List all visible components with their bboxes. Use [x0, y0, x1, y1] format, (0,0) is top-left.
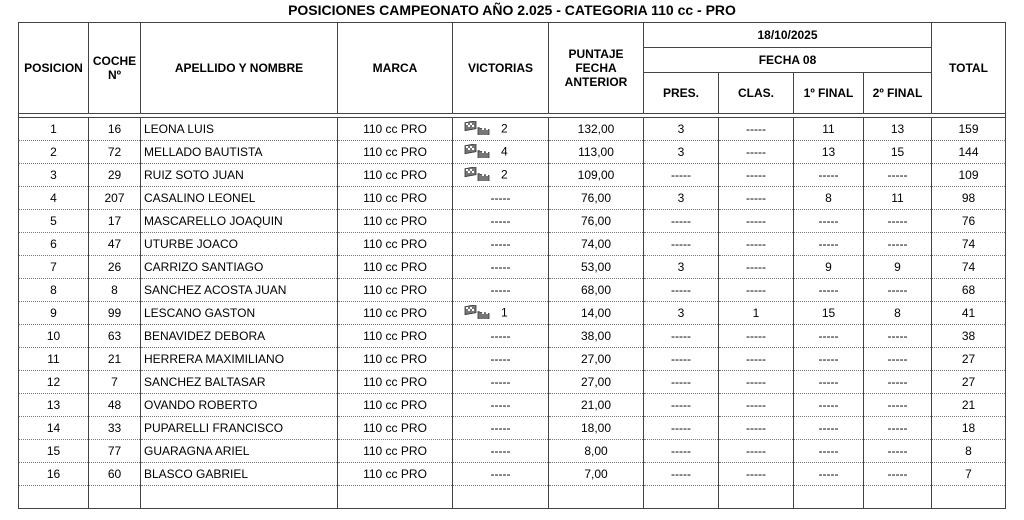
- cell-nombre: UTURBE JOACO: [141, 233, 338, 256]
- cell-marca: 110 cc PRO: [338, 440, 453, 463]
- table-row: [19, 463, 1006, 486]
- cell-final1: -----: [794, 440, 864, 463]
- cell-nombre: GUARAGNA ARIEL: [141, 440, 338, 463]
- cell-marca: 110 cc PRO: [338, 371, 453, 394]
- cell-coche: 63: [89, 325, 141, 348]
- cell-final2: -----: [864, 279, 932, 302]
- cell-victorias: [453, 141, 549, 164]
- cell-pres: -----: [644, 325, 719, 348]
- cell-puntaje: 18,00: [549, 417, 644, 440]
- cell-victorias: -----: [453, 394, 549, 417]
- cell-pres: -----: [644, 164, 719, 187]
- cell-clas: -----: [719, 164, 794, 187]
- header-coche: COCHE Nº: [89, 23, 141, 114]
- header-pres: PRES.: [644, 72, 719, 113]
- cell-nombre: MELLADO BAUTISTA: [141, 141, 338, 164]
- cell-total: 21: [932, 394, 1006, 417]
- cell-coche: 72: [89, 141, 141, 164]
- table-row: [19, 210, 1006, 233]
- cell-posicion: 15: [19, 440, 89, 463]
- cell-final1: -----: [794, 279, 864, 302]
- cell-nombre: HERRERA MAXIMILIANO: [141, 348, 338, 371]
- cell-posicion: 2: [19, 141, 89, 164]
- cell-puntaje: 27,00: [549, 348, 644, 371]
- checkered-flag-icon: [463, 305, 493, 322]
- cell-victorias: [453, 302, 549, 325]
- cell-clas: -----: [719, 325, 794, 348]
- cell-clas: -----: [719, 463, 794, 486]
- cell-puntaje: 68,00: [549, 279, 644, 302]
- cell-puntaje: 53,00: [549, 256, 644, 279]
- table-row: [19, 348, 1006, 371]
- cell-clas: -----: [719, 187, 794, 210]
- cell-clas: -----: [719, 394, 794, 417]
- cell-final1: -----: [794, 371, 864, 394]
- table-row: [19, 141, 1006, 164]
- cell-victorias: -----: [453, 440, 549, 463]
- cell-coche: 207: [89, 187, 141, 210]
- cell-marca: 110 cc PRO: [338, 325, 453, 348]
- cell-coche: 33: [89, 417, 141, 440]
- empty-cell: [864, 486, 932, 509]
- cell-posicion: 6: [19, 233, 89, 256]
- cell-clas: -----: [719, 417, 794, 440]
- cell-pres: 3: [644, 256, 719, 279]
- victorias-count: 1: [501, 305, 508, 320]
- cell-posicion: 5: [19, 210, 89, 233]
- cell-nombre: BENAVIDEZ DEBORA: [141, 325, 338, 348]
- cell-clas: -----: [719, 210, 794, 233]
- header-clas: CLAS.: [719, 72, 794, 113]
- cell-puntaje: 76,00: [549, 210, 644, 233]
- cell-final2: 11: [864, 187, 932, 210]
- cell-total: 68: [932, 279, 1006, 302]
- cell-coche: 7: [89, 371, 141, 394]
- header-final1: 1º FINAL: [794, 72, 864, 113]
- cell-nombre: RUIZ SOTO JUAN: [141, 164, 338, 187]
- cell-posicion: 13: [19, 394, 89, 417]
- cell-pres: -----: [644, 463, 719, 486]
- cell-final2: -----: [864, 394, 932, 417]
- cell-marca: 110 cc PRO: [338, 164, 453, 187]
- cell-final2: -----: [864, 348, 932, 371]
- cell-pres: -----: [644, 210, 719, 233]
- cell-final2: -----: [864, 417, 932, 440]
- cell-clas: 1: [719, 302, 794, 325]
- cell-posicion: 10: [19, 325, 89, 348]
- cell-clas: -----: [719, 440, 794, 463]
- cell-marca: 110 cc PRO: [338, 279, 453, 302]
- cell-victorias: -----: [453, 256, 549, 279]
- cell-nombre: LESCANO GASTON: [141, 302, 338, 325]
- cell-final2: -----: [864, 210, 932, 233]
- cell-total: 38: [932, 325, 1006, 348]
- cell-final1: 13: [794, 141, 864, 164]
- cell-marca: 110 cc PRO: [338, 210, 453, 233]
- empty-cell: [338, 486, 453, 509]
- empty-cell: [453, 486, 549, 509]
- cell-clas: -----: [719, 279, 794, 302]
- header-puntaje: PUNTAJE FECHA ANTERIOR: [549, 23, 644, 114]
- table-row: [19, 164, 1006, 187]
- header-date: 18/10/2025: [644, 23, 932, 48]
- cell-total: 159: [932, 118, 1006, 141]
- empty-cell: [549, 486, 644, 509]
- cell-final1: -----: [794, 233, 864, 256]
- empty-cell: [932, 486, 1006, 509]
- cell-puntaje: 21,00: [549, 394, 644, 417]
- table-row: [19, 256, 1006, 279]
- header-marca: MARCA: [338, 23, 453, 114]
- cell-coche: 8: [89, 279, 141, 302]
- standings-table: [18, 22, 1006, 509]
- cell-total: 27: [932, 371, 1006, 394]
- cell-marca: 110 cc PRO: [338, 256, 453, 279]
- cell-posicion: 8: [19, 279, 89, 302]
- cell-coche: 16: [89, 118, 141, 141]
- cell-marca: 110 cc PRO: [338, 118, 453, 141]
- victorias-count: 4: [501, 144, 508, 159]
- table-row: [19, 371, 1006, 394]
- cell-total: 98: [932, 187, 1006, 210]
- cell-final2: -----: [864, 164, 932, 187]
- cell-nombre: MASCARELLO JOAQUIN: [141, 210, 338, 233]
- cell-puntaje: 8,00: [549, 440, 644, 463]
- cell-marca: 110 cc PRO: [338, 463, 453, 486]
- cell-puntaje: 109,00: [549, 164, 644, 187]
- cell-pres: -----: [644, 417, 719, 440]
- cell-final1: 8: [794, 187, 864, 210]
- cell-pres: -----: [644, 440, 719, 463]
- header-nombre: APELLIDO Y NOMBRE: [141, 23, 338, 114]
- cell-victorias: [453, 118, 549, 141]
- cell-pres: 3: [644, 141, 719, 164]
- standings-body: [19, 118, 1006, 509]
- cell-final2: -----: [864, 463, 932, 486]
- cell-final2: 8: [864, 302, 932, 325]
- cell-final2: 15: [864, 141, 932, 164]
- cell-total: 74: [932, 233, 1006, 256]
- cell-coche: 60: [89, 463, 141, 486]
- cell-victorias: -----: [453, 371, 549, 394]
- cell-coche: 17: [89, 210, 141, 233]
- cell-posicion: 14: [19, 417, 89, 440]
- empty-cell: [89, 486, 141, 509]
- cell-nombre: OVANDO ROBERTO: [141, 394, 338, 417]
- cell-victorias: [453, 164, 549, 187]
- cell-marca: 110 cc PRO: [338, 141, 453, 164]
- empty-cell: [141, 486, 338, 509]
- table-row: [19, 279, 1006, 302]
- cell-pres: 3: [644, 187, 719, 210]
- cell-nombre: CASALINO LEONEL: [141, 187, 338, 210]
- cell-coche: 77: [89, 440, 141, 463]
- table-row: [19, 394, 1006, 417]
- cell-victorias: -----: [453, 325, 549, 348]
- header-victorias: VICTORIAS: [453, 23, 549, 114]
- cell-puntaje: 74,00: [549, 233, 644, 256]
- cell-total: 8: [932, 440, 1006, 463]
- cell-marca: 110 cc PRO: [338, 233, 453, 256]
- cell-coche: 47: [89, 233, 141, 256]
- table-row: [19, 302, 1006, 325]
- victorias-count: 2: [501, 121, 508, 136]
- cell-final1: 11: [794, 118, 864, 141]
- table-row: [19, 233, 1006, 256]
- cell-puntaje: 27,00: [549, 371, 644, 394]
- empty-row: [19, 486, 1006, 509]
- cell-pres: 3: [644, 118, 719, 141]
- cell-total: 27: [932, 348, 1006, 371]
- cell-nombre: CARRIZO SANTIAGO: [141, 256, 338, 279]
- cell-coche: 99: [89, 302, 141, 325]
- cell-nombre: SANCHEZ BALTASAR: [141, 371, 338, 394]
- cell-pres: -----: [644, 371, 719, 394]
- cell-victorias: -----: [453, 233, 549, 256]
- cell-posicion: 4: [19, 187, 89, 210]
- cell-puntaje: 38,00: [549, 325, 644, 348]
- cell-final1: 15: [794, 302, 864, 325]
- cell-clas: -----: [719, 233, 794, 256]
- cell-posicion: 16: [19, 463, 89, 486]
- cell-nombre: BLASCO GABRIEL: [141, 463, 338, 486]
- cell-marca: 110 cc PRO: [338, 302, 453, 325]
- table-row: [19, 325, 1006, 348]
- cell-final1: 9: [794, 256, 864, 279]
- cell-puntaje: 7,00: [549, 463, 644, 486]
- cell-victorias: -----: [453, 348, 549, 371]
- table-row: [19, 118, 1006, 141]
- cell-victorias: -----: [453, 210, 549, 233]
- cell-final1: -----: [794, 417, 864, 440]
- cell-coche: 48: [89, 394, 141, 417]
- header-final2: 2º FINAL: [864, 72, 932, 113]
- checkered-flag-icon: [463, 121, 493, 138]
- cell-clas: -----: [719, 348, 794, 371]
- cell-nombre: PUPARELLI FRANCISCO: [141, 417, 338, 440]
- checkered-flag-icon: [463, 144, 493, 161]
- cell-victorias: -----: [453, 187, 549, 210]
- header-total: TOTAL: [932, 23, 1006, 114]
- cell-total: 109: [932, 164, 1006, 187]
- cell-pres: -----: [644, 279, 719, 302]
- cell-total: 7: [932, 463, 1006, 486]
- cell-clas: -----: [719, 256, 794, 279]
- header-posicion: POSICION: [19, 23, 89, 114]
- cell-marca: 110 cc PRO: [338, 417, 453, 440]
- cell-final1: -----: [794, 164, 864, 187]
- cell-clas: -----: [719, 118, 794, 141]
- cell-final2: -----: [864, 325, 932, 348]
- cell-final1: -----: [794, 348, 864, 371]
- cell-final1: -----: [794, 325, 864, 348]
- cell-marca: 110 cc PRO: [338, 348, 453, 371]
- cell-total: 74: [932, 256, 1006, 279]
- cell-final1: -----: [794, 210, 864, 233]
- cell-pres: -----: [644, 394, 719, 417]
- cell-final1: -----: [794, 394, 864, 417]
- header-fecha: FECHA 08: [644, 47, 932, 72]
- cell-coche: 26: [89, 256, 141, 279]
- cell-coche: 21: [89, 348, 141, 371]
- cell-nombre: LEONA LUIS: [141, 118, 338, 141]
- cell-victorias: -----: [453, 279, 549, 302]
- cell-coche: 29: [89, 164, 141, 187]
- cell-puntaje: 132,00: [549, 118, 644, 141]
- cell-posicion: 7: [19, 256, 89, 279]
- cell-clas: -----: [719, 371, 794, 394]
- cell-final1: -----: [794, 463, 864, 486]
- cell-nombre: SANCHEZ ACOSTA JUAN: [141, 279, 338, 302]
- victorias-count: 2: [501, 167, 508, 182]
- cell-total: 76: [932, 210, 1006, 233]
- cell-posicion: 11: [19, 348, 89, 371]
- cell-final2: 13: [864, 118, 932, 141]
- cell-marca: 110 cc PRO: [338, 394, 453, 417]
- cell-posicion: 1: [19, 118, 89, 141]
- cell-clas: -----: [719, 141, 794, 164]
- empty-cell: [719, 486, 794, 509]
- empty-cell: [794, 486, 864, 509]
- cell-victorias: -----: [453, 463, 549, 486]
- cell-pres: -----: [644, 233, 719, 256]
- cell-total: 144: [932, 141, 1006, 164]
- cell-pres: 3: [644, 302, 719, 325]
- checkered-flag-icon: [463, 167, 493, 184]
- table-row: [19, 440, 1006, 463]
- cell-total: 41: [932, 302, 1006, 325]
- cell-final2: 9: [864, 256, 932, 279]
- cell-posicion: 9: [19, 302, 89, 325]
- cell-total: 18: [932, 417, 1006, 440]
- cell-puntaje: 14,00: [549, 302, 644, 325]
- cell-posicion: 3: [19, 164, 89, 187]
- cell-final2: -----: [864, 233, 932, 256]
- cell-posicion: 12: [19, 371, 89, 394]
- table-row: [19, 417, 1006, 440]
- cell-final2: -----: [864, 371, 932, 394]
- cell-marca: 110 cc PRO: [338, 187, 453, 210]
- cell-puntaje: 113,00: [549, 141, 644, 164]
- table-row: [19, 187, 1006, 210]
- cell-victorias: -----: [453, 417, 549, 440]
- page-title: POSICIONES CAMPEONATO AÑO 2.025 - CATEGORIA 110 cc - PRO: [288, 2, 736, 18]
- empty-cell: [644, 486, 719, 509]
- empty-cell: [19, 486, 89, 509]
- cell-pres: -----: [644, 348, 719, 371]
- cell-puntaje: 76,00: [549, 187, 644, 210]
- cell-final2: -----: [864, 440, 932, 463]
